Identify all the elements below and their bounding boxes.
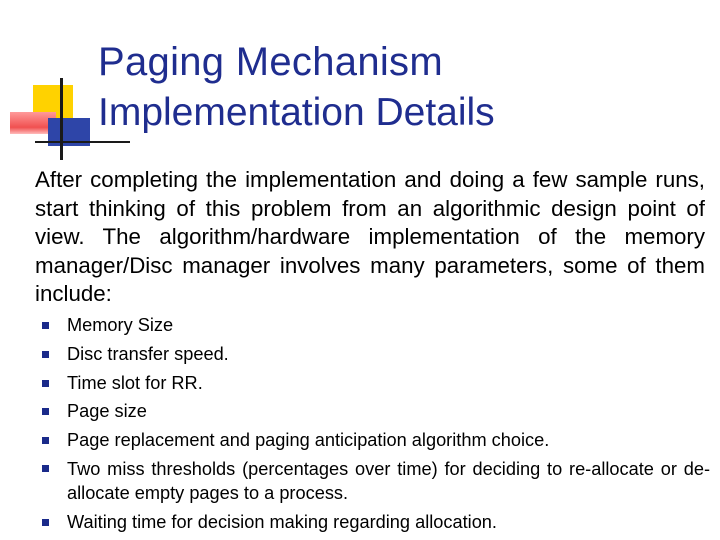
list-item (40, 369, 710, 398)
logo-vertical-line (60, 78, 63, 160)
list-item (40, 311, 710, 340)
bullet-text: Waiting time for decision making regarding allocation. (67, 511, 497, 532)
list-item (40, 508, 710, 537)
bullet-text: Two miss thresholds (percentages over time) for deciding to re-allocate or de-allocate empty pages to a process. (67, 458, 710, 504)
square-bullet-icon (42, 408, 49, 415)
slide-subtitle: Implementation Details (98, 91, 495, 134)
list-item (40, 340, 710, 369)
body-paragraph: After completing the implementation and doing a few sample runs, start thinking of this problem from an algorithmic design point of view. The algorithm/hardware implementation of the memory manager/Disc manager involves many parameters, some of them include: (35, 167, 705, 306)
list-item (40, 455, 710, 508)
bullet-text: Memory Size (67, 315, 174, 335)
logo-horizontal-line (35, 141, 130, 143)
slide-title: Paging Mechanism (98, 40, 443, 84)
list-item (40, 426, 710, 455)
square-bullet-icon (42, 322, 49, 329)
square-bullet-icon (42, 465, 49, 472)
list-item (40, 397, 710, 426)
square-bullet-icon (42, 380, 49, 387)
square-bullet-icon (42, 519, 49, 526)
bullet-text: Page size (67, 401, 147, 422)
bullet-text: Disc transfer speed. (67, 343, 229, 364)
bullet-list (40, 311, 710, 537)
slide-logo-decoration (0, 0, 100, 170)
square-bullet-icon (42, 351, 49, 358)
bullet-text: Page replacement and paging anticipation algorithm choice. (67, 430, 550, 451)
square-bullet-icon (42, 437, 49, 444)
bullet-text: Time slot for RR. (67, 372, 203, 393)
